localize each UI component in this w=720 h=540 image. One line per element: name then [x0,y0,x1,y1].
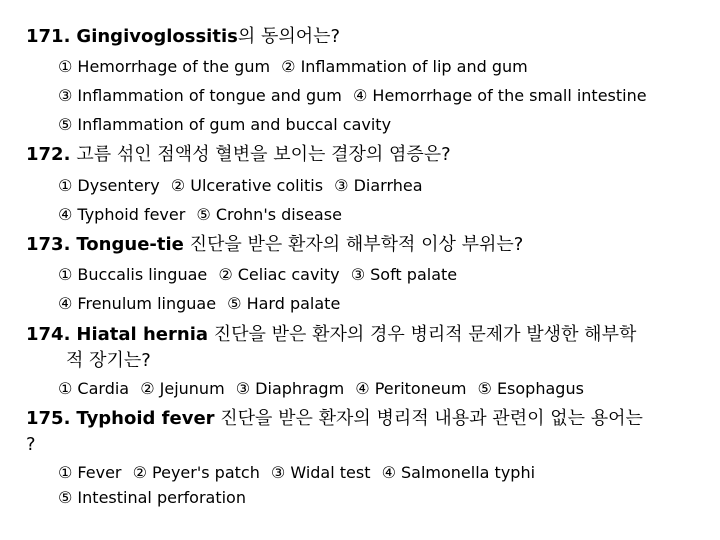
option-3: ③ Widal test [270,463,371,482]
question-173 [26,232,706,258]
option-3: ③ Diaphragm [235,379,345,398]
options-row [58,378,590,400]
option-5: ⑤ Intestinal perforation [58,488,246,507]
options-row [58,175,429,197]
options-row [58,293,346,315]
question-175 [26,406,706,458]
question-text: 진단을 받은 환자의 해부학적 이상 부위는? [183,234,524,255]
option-3: ③ Diarrhea [334,176,423,195]
question-text: 고름 섞인 점액성 혈변을 보이는 결장의 염증은? [76,144,451,165]
question-term: Hiatal hernia [76,324,209,345]
question-text: 진단을 받은 환자의 경우 병리적 문제가 발생한 해부학 [208,324,637,345]
question-number: 171. [26,26,71,47]
question-174 [26,322,706,374]
option-4: ④ Salmonella typhi [381,463,536,482]
question-text: 의 동의어는? [237,26,341,47]
options-row [58,114,397,136]
question-number: 172. [26,144,71,165]
question-term: Tongue-tie [76,234,184,255]
option-3: ③ Inflammation of tongue and gum [58,86,342,105]
option-1: ① Cardia [58,379,130,398]
question-term: Gingivoglossitis [76,26,238,47]
option-4: ④ Hemorrhage of the small intestine [352,86,647,105]
option-5: ⑤ Hard palate [227,294,341,313]
option-3: ③ Soft palate [350,265,458,284]
question-text-continued: 적 장기는? [66,350,151,371]
question-number: 173. [26,234,71,255]
option-4: ④ Typhoid fever [58,205,186,224]
options-row [58,264,463,286]
options-row [58,204,348,226]
question-172 [26,142,706,168]
options-row [58,85,653,107]
options-row [58,462,541,484]
option-1: ① Fever [58,463,122,482]
question-text-continued: ? [26,434,36,455]
option-1: ① Hemorrhage of the gum [58,57,271,76]
option-1: ① Buccalis linguae [58,265,208,284]
options-row [58,56,534,78]
option-2: ② Ulcerative colitis [170,176,324,195]
option-5: ⑤ Crohn's disease [196,205,342,224]
option-4: ④ Frenulum linguae [58,294,217,313]
option-1: ① Dysentery [58,176,160,195]
option-2: ② Celiac cavity [218,265,340,284]
option-5: ⑤ Esophagus [477,379,584,398]
option-4: ④ Peritoneum [355,379,467,398]
question-number: 174. [26,324,71,345]
option-5: ⑤ Inflammation of gum and buccal cavity [58,115,392,134]
option-2: ② Inflammation of lip and gum [281,57,528,76]
question-number: 175. [26,408,71,429]
option-2: ② Jejunum [140,379,225,398]
question-term: Typhoid fever [76,408,215,429]
option-2: ② Peyer's patch [132,463,260,482]
question-text: 진단을 받은 환자의 병리적 내용과 관련이 없는 용어는 [214,408,643,429]
question-171 [26,24,706,50]
options-row [58,487,252,509]
